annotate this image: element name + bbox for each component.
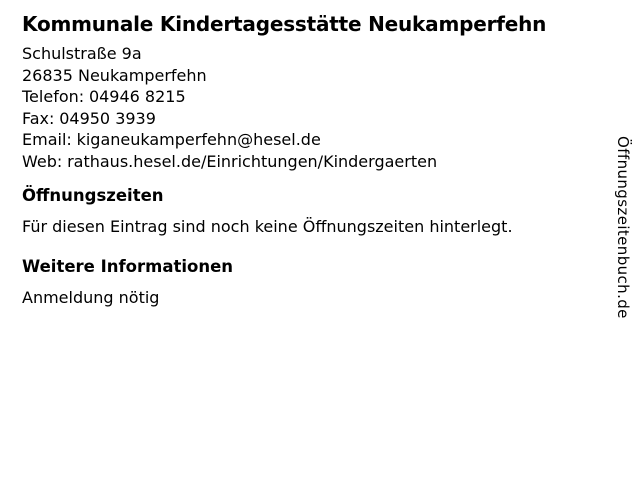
phone-value: 04946 8215 xyxy=(88,87,186,106)
contact-block xyxy=(22,43,597,172)
opening-hours-note: Für diesen Eintrag sind noch keine Öffnungszeiten hinterlegt. xyxy=(22,217,513,236)
fax-label: Fax: xyxy=(22,108,55,128)
address-street-text: Schulstraße 9a xyxy=(22,44,142,63)
page-title: Kommunale Kindertagesstätte Neukamperfehn xyxy=(22,12,547,36)
listing-content xyxy=(22,0,597,308)
web-label: Web: xyxy=(22,151,63,171)
address-city-text: 26835 Neukamperfehn xyxy=(22,65,207,85)
phone-label: Telefon: xyxy=(22,87,85,106)
brand-watermark-link[interactable]: Öffnungszeitenbuch.de xyxy=(614,136,632,319)
email-value: kiganeukamperfehn@hesel.de xyxy=(76,130,321,149)
email-line xyxy=(22,129,597,151)
fax-line xyxy=(22,108,597,130)
address-city xyxy=(22,65,597,87)
address-street xyxy=(22,43,597,65)
opening-hours-heading: Öffnungszeiten xyxy=(22,186,164,205)
web-value: rathaus.hesel.de/Einrichtungen/Kindergaerten xyxy=(67,151,438,171)
more-info-heading: Weitere Informationen xyxy=(22,256,234,276)
phone-line xyxy=(22,86,597,108)
web-line xyxy=(22,151,597,173)
email-label: Email: xyxy=(22,130,72,149)
fax-value: 04950 3939 xyxy=(59,108,156,128)
more-info-note: Anmeldung nötig xyxy=(22,287,160,307)
